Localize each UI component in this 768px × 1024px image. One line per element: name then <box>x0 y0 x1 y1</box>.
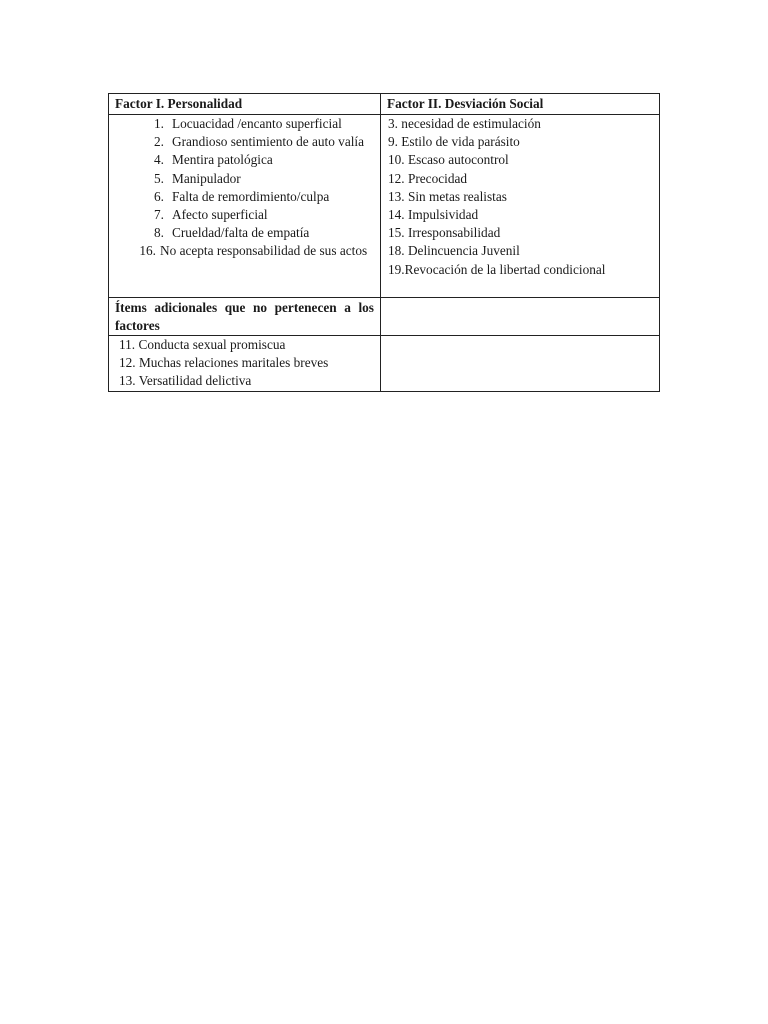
item-number: 2. <box>154 134 164 150</box>
factor2-header: Factor II. Desviación Social <box>381 94 659 115</box>
list-item <box>139 188 372 206</box>
list-item: 18. Delincuencia Juvenil <box>388 243 520 259</box>
item-number: 7. <box>154 207 164 223</box>
additional-items-list <box>109 336 381 391</box>
factor1-list <box>109 115 381 298</box>
item-text: Locuacidad /encanto superficial <box>172 116 342 131</box>
list-item <box>136 242 372 260</box>
list-item <box>139 206 372 224</box>
factor2-list <box>381 115 659 298</box>
list-item <box>139 133 372 151</box>
list-item: 13. Sin metas realistas <box>388 188 507 204</box>
list-item <box>139 170 372 188</box>
list-item: 9. Estilo de vida parásito <box>388 134 520 150</box>
item-number: 1. <box>154 116 164 131</box>
factor1-header: Factor I. Personalidad <box>109 94 381 115</box>
list-item: 13. Versatilidad delictiva <box>119 373 252 389</box>
item-text: Manipulador <box>172 170 241 186</box>
item-text: Grandioso sentimiento de auto valía <box>172 134 365 150</box>
item-number: 5. <box>154 170 164 186</box>
list-item: 3. necesidad de estimulación <box>388 116 541 131</box>
empty-cell <box>381 336 659 391</box>
list-item: 11. Conducta sexual promiscua <box>119 337 286 352</box>
list-item <box>139 115 372 133</box>
list-item: 14. Impulsividad <box>388 207 479 223</box>
item-text: No acepta responsabilidad de sus actos <box>160 243 368 259</box>
item-text: Falta de remordimiento/culpa <box>172 188 330 204</box>
item-number: 4. <box>154 152 164 168</box>
additional-items-header: Ítems adicionales que no pertenecen a los factores <box>109 298 381 336</box>
list-item: 19.Revocación de la libertad condicional <box>388 261 606 277</box>
list-item: 15. Irresponsabilidad <box>388 225 501 241</box>
item-number: 8. <box>154 225 164 241</box>
list-item: 10. Escaso autocontrol <box>388 152 509 168</box>
item-text: Crueldad/falta de empatía <box>172 225 310 241</box>
item-text: Afecto superficial <box>172 207 268 223</box>
list-item: 12. Muchas relaciones maritales breves <box>119 355 329 371</box>
empty-cell <box>381 298 659 336</box>
item-text: Mentira patológica <box>172 152 273 168</box>
item-number: 16. <box>139 243 156 259</box>
list-item <box>139 151 372 169</box>
psychopathy-factors-table <box>108 93 660 392</box>
list-item: 12. Precocidad <box>388 170 468 186</box>
list-item <box>139 224 372 242</box>
item-number: 6. <box>154 188 164 204</box>
